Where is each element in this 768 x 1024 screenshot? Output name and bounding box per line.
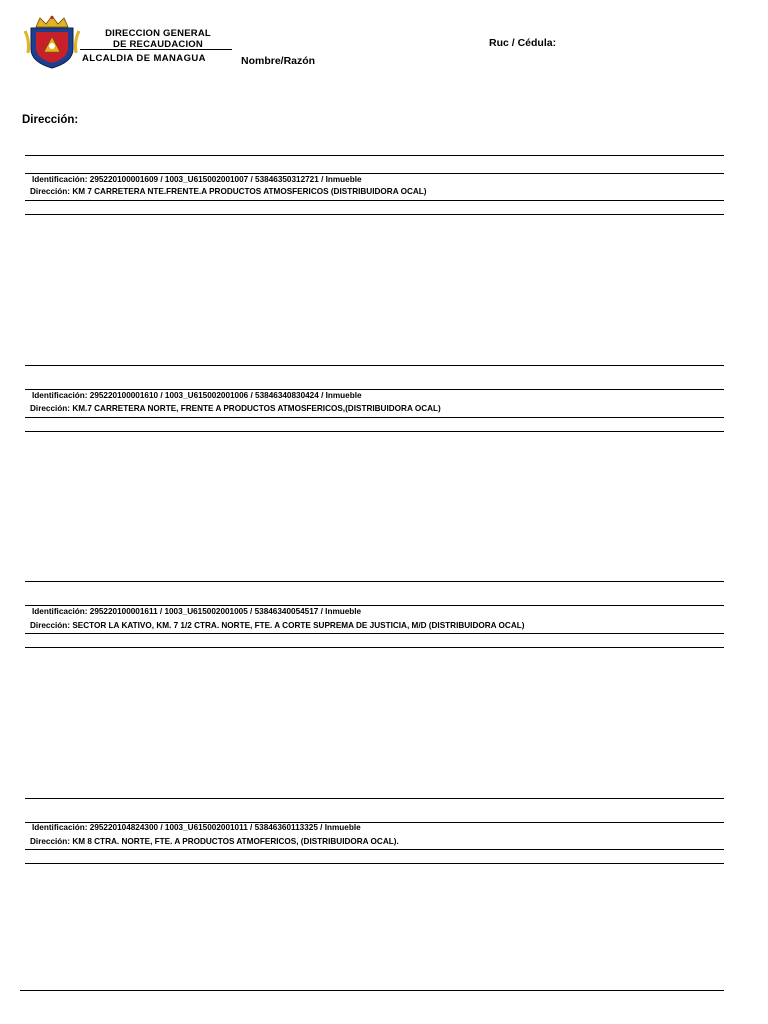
record-divider xyxy=(25,200,724,201)
page-bottom-divider xyxy=(20,990,724,991)
record-divider xyxy=(25,155,724,156)
record-divider xyxy=(25,389,724,390)
record-identificacion: Identificación: 295220100001611 / 1003_U615002001005 / 53846340054517 / Inmueble xyxy=(32,607,362,616)
nombre-razon-label: Nombre/Razón xyxy=(241,55,316,67)
record-divider xyxy=(25,431,724,432)
record-identificacion: Identificación: 295220100001610 / 1003_U615002001006 / 53846340830424 / Inmueble xyxy=(32,391,362,400)
organization-name-header xyxy=(96,28,220,50)
record-divider xyxy=(25,214,724,215)
ruc-cedula-label: Ruc / Cédula: xyxy=(489,37,557,49)
record-direccion: Dirección: KM 7 CARRETERA NTE.FRENTE.A PRODUCTOS ATMOSFERICOS (DISTRIBUIDORA OCAL) xyxy=(30,187,427,196)
record-divider xyxy=(25,365,724,366)
record-direccion: Dirección: KM.7 CARRETERA NORTE, FRENTE A PRODUCTOS ATMOSFERICOS,(DISTRIBUIDORA OCAL) xyxy=(30,404,441,413)
record-divider xyxy=(25,605,724,606)
record-divider xyxy=(25,581,724,582)
alcaldia-coat-of-arms-logo xyxy=(22,15,82,69)
municipality-name: ALCALDIA DE MANAGUA xyxy=(82,53,206,64)
header-divider xyxy=(80,49,232,50)
record-divider xyxy=(25,849,724,850)
record-identificacion: Identificación: 295220104824300 / 1003_U615002001011 / 53846360113325 / Inmueble xyxy=(32,823,361,832)
record-divider xyxy=(25,417,724,418)
direccion-label: Dirección: xyxy=(22,114,79,126)
organization-line-1: DIRECCION GENERAL xyxy=(105,28,211,39)
record-identificacion: Identificación: 295220100001609 / 1003_U615002001007 / 53846350312721 / Inmueble xyxy=(32,175,362,184)
record-divider xyxy=(25,863,724,864)
record-divider xyxy=(25,798,724,799)
record-divider xyxy=(25,173,724,174)
organization-line-2: DE RECAUDACION xyxy=(113,39,203,50)
record-divider xyxy=(25,647,724,648)
record-divider xyxy=(25,633,724,634)
record-direccion: Dirección: KM 8 CTRA. NORTE, FTE. A PRODUCTOS ATMOFERICOS, (DISTRIBUIDORA OCAL). xyxy=(30,837,399,846)
record-direccion: Dirección: SECTOR LA KATIVO, KM. 7 1/2 CTRA. NORTE, FTE. A CORTE SUPREMA DE JUSTICIA, M/D (DISTRIBUIDORA OCAL) xyxy=(30,621,525,630)
